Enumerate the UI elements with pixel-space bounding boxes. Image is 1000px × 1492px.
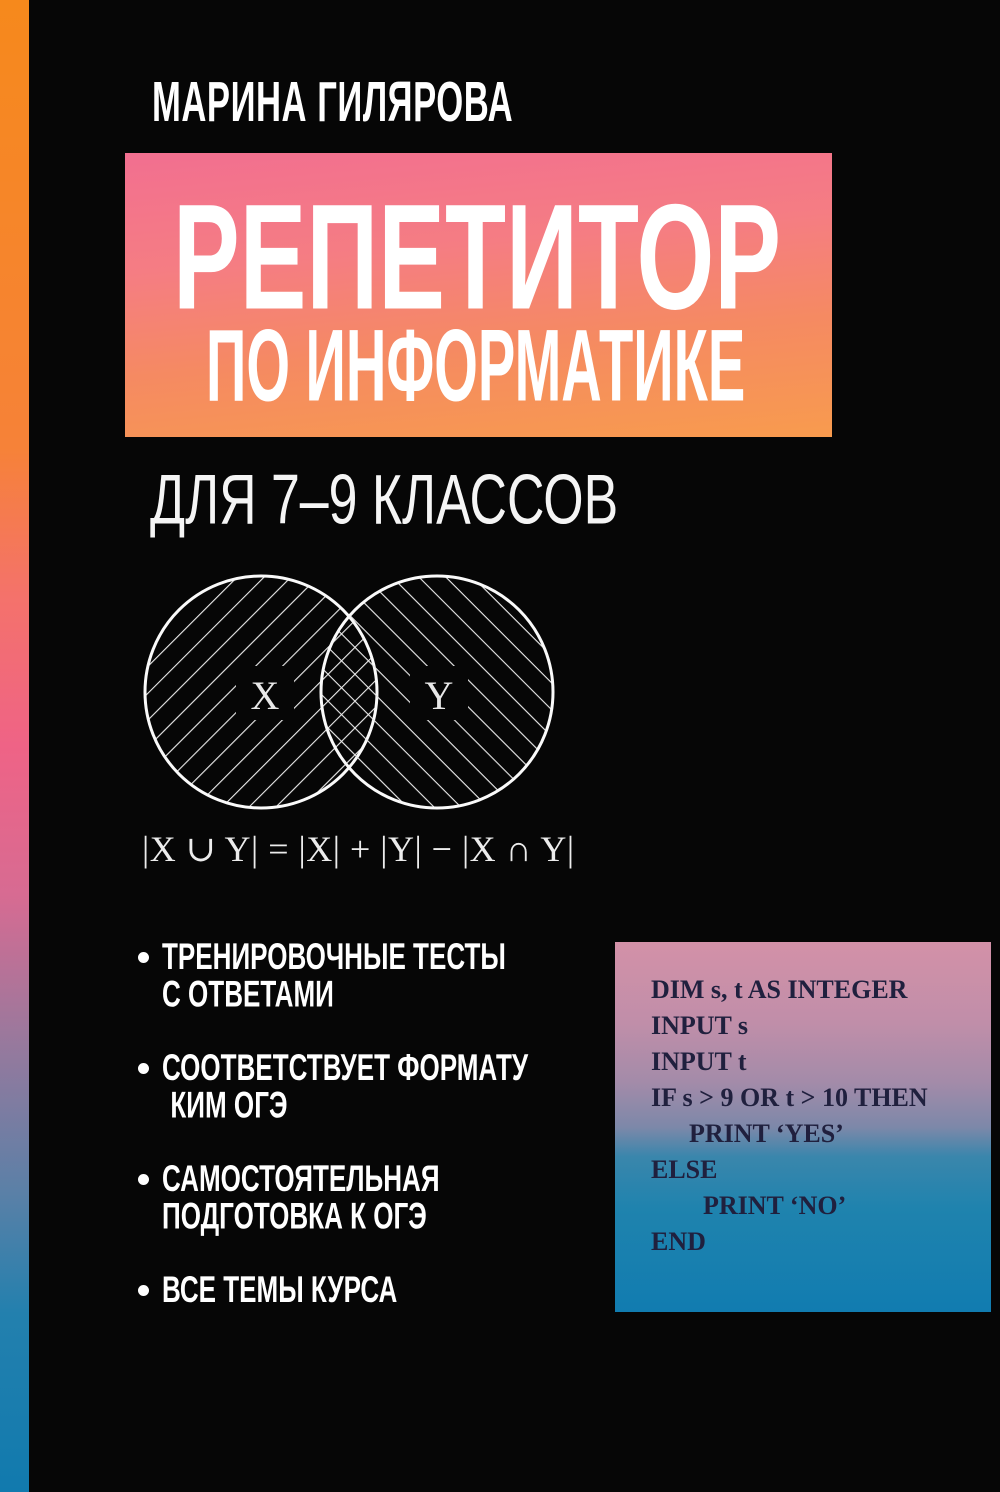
bullet-dot (138, 952, 149, 963)
code-line: INPUT s (651, 1011, 749, 1040)
bullet-dot (138, 1285, 149, 1296)
code-line: DIM s, t AS INTEGER (651, 975, 908, 1004)
feature-item (138, 935, 598, 1015)
bullet-dot (138, 1174, 149, 1185)
title-banner (125, 153, 832, 437)
code-line: PRINT ‘YES’ (689, 1119, 844, 1148)
code-line: IF s > 9 OR t > 10 THEN (651, 1083, 928, 1112)
code-line: INPUT t (651, 1047, 747, 1076)
union-formula: |X ∪ Y| = |X| + |Y| − |X ∩ Y| (142, 829, 575, 869)
subtitle-grades: ДЛЯ 7–9 КЛАССОВ (150, 461, 619, 540)
feature-text: СООТВЕТСТВУЕТ ФОРМАТУ КИМ ОГЭ (162, 1046, 529, 1126)
feature-item (138, 1268, 598, 1311)
feature-item (138, 1157, 598, 1237)
set-x-label: X (250, 673, 280, 718)
code-panel (615, 942, 991, 1312)
feature-text: ВСЕ ТЕМЫ КУРСА (162, 1268, 398, 1311)
feature-item (138, 1046, 598, 1126)
title-line-1: РЕПЕТИТОР (173, 173, 782, 342)
features-list (138, 935, 598, 1351)
venn-diagram (140, 566, 558, 816)
code-line: ELSE (651, 1155, 718, 1184)
feature-text: ТРЕНИРОВОЧНЫЕ ТЕСТЫ С ОТВЕТАМИ (162, 935, 506, 1015)
code-line: PRINT ‘NO’ (703, 1191, 847, 1220)
code-line: END (651, 1227, 706, 1256)
bullet-dot (138, 1063, 149, 1074)
title-line-2: ПО ИНФОРМАТИКЕ (206, 307, 746, 423)
set-y-label: Y (424, 673, 454, 718)
spine-gradient-stripe (0, 0, 29, 1492)
feature-text: САМОСТОЯТЕЛЬНАЯ ПОДГОТОВКА К ОГЭ (162, 1157, 440, 1237)
author-name: МАРИНА ГИЛЯРОВА (152, 70, 514, 133)
